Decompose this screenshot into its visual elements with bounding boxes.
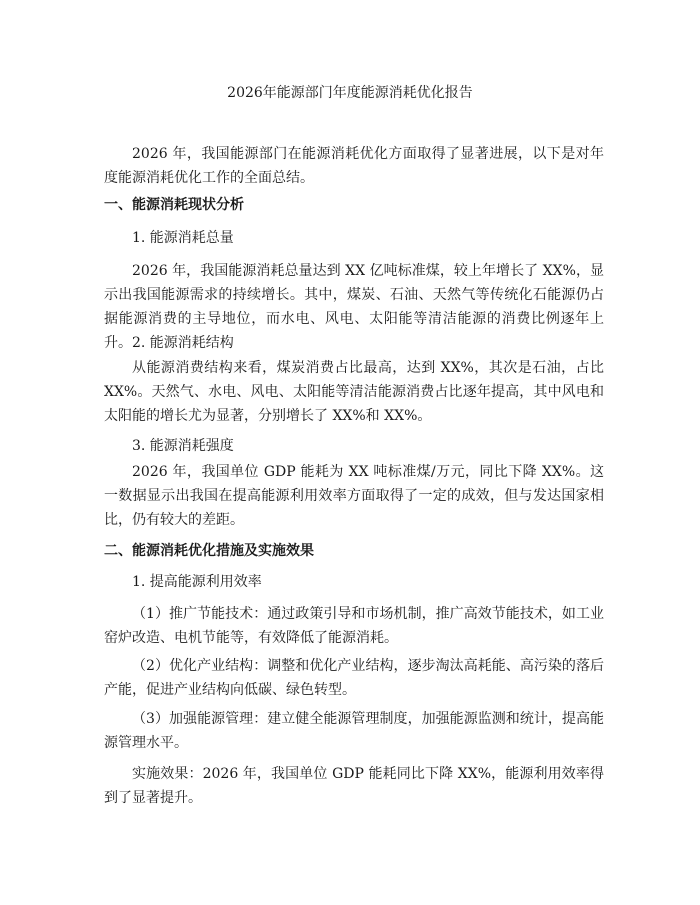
section-1-item-1-title: 1. 能源消耗总量 [132, 230, 234, 246]
measure-1-paragraph: （1）推广节能技术：通过政策引导和市场机制，推广高效节能技术，如工业窑炉改造、电机节能等，有效降低了能源消耗。 [104, 606, 604, 646]
intro-paragraph: 2026 年，我国能源部门在能源消耗优化方面取得了显著进展，以下是对年度能源消耗优化工作的全面总结。 [104, 146, 604, 186]
measure-2-paragraph: （2）优化产业结构：调整和优化产业结构，逐步淘汰高耗能、高污染的落后产能，促进产业结构向低碳、绿色转型。 [104, 658, 604, 698]
effect-paragraph: 实施效果：2026 年，我国单位 GDP 能耗同比下降 XX%，能源利用效率得到了显著提升。 [104, 766, 604, 806]
section-1-item-3-text: 2026 年，我国单位 GDP 能耗为 XX 吨标准煤/万元，同比下降 XX%。这一数据显示出我国在提高能源利用效率方面取得了一定的成效，但与发达国家相比，仍有较大的差距。 [104, 464, 604, 528]
measure-3-paragraph: （3）加强能源管理：建立健全能源管理制度，加强能源监测和统计，提高能源管理水平。 [104, 711, 604, 751]
section-2-heading: 二、能源消耗优化措施及实施效果 [104, 543, 314, 559]
section-1-item-2-title: 2. 能源消耗结构 [132, 335, 234, 351]
section-1-item-1-text: 2026 年，我国能源消耗总量达到 XX 亿吨标准煤，较上年增长了 XX%，显示出我国能源需求的持续增长。其中，煤炭、石油、天然气等传统化石能源仍占据能源消费的主导地位，而水电、风电、太阳能等清洁能源的消费比例逐年上升。 [104, 263, 604, 351]
section-1-heading: 一、能源消耗现状分析 [104, 197, 244, 213]
section-1-item-2-text: 从能源消费结构来看，煤炭消费占比最高，达到 XX%，其次是石油，占比 XX%。天然气、水电、风电、太阳能等清洁能源消费占比逐年提高，其中风电和太阳能的增长尤为显著，分别增长了 XX%和 XX%。 [104, 360, 604, 424]
section-2-item-1-title: 1. 提高能源利用效率 [132, 574, 262, 590]
document-title: 2026年能源部门年度能源消耗优化报告 [227, 85, 473, 101]
section-1-item-3-title: 3. 能源消耗强度 [132, 438, 234, 454]
